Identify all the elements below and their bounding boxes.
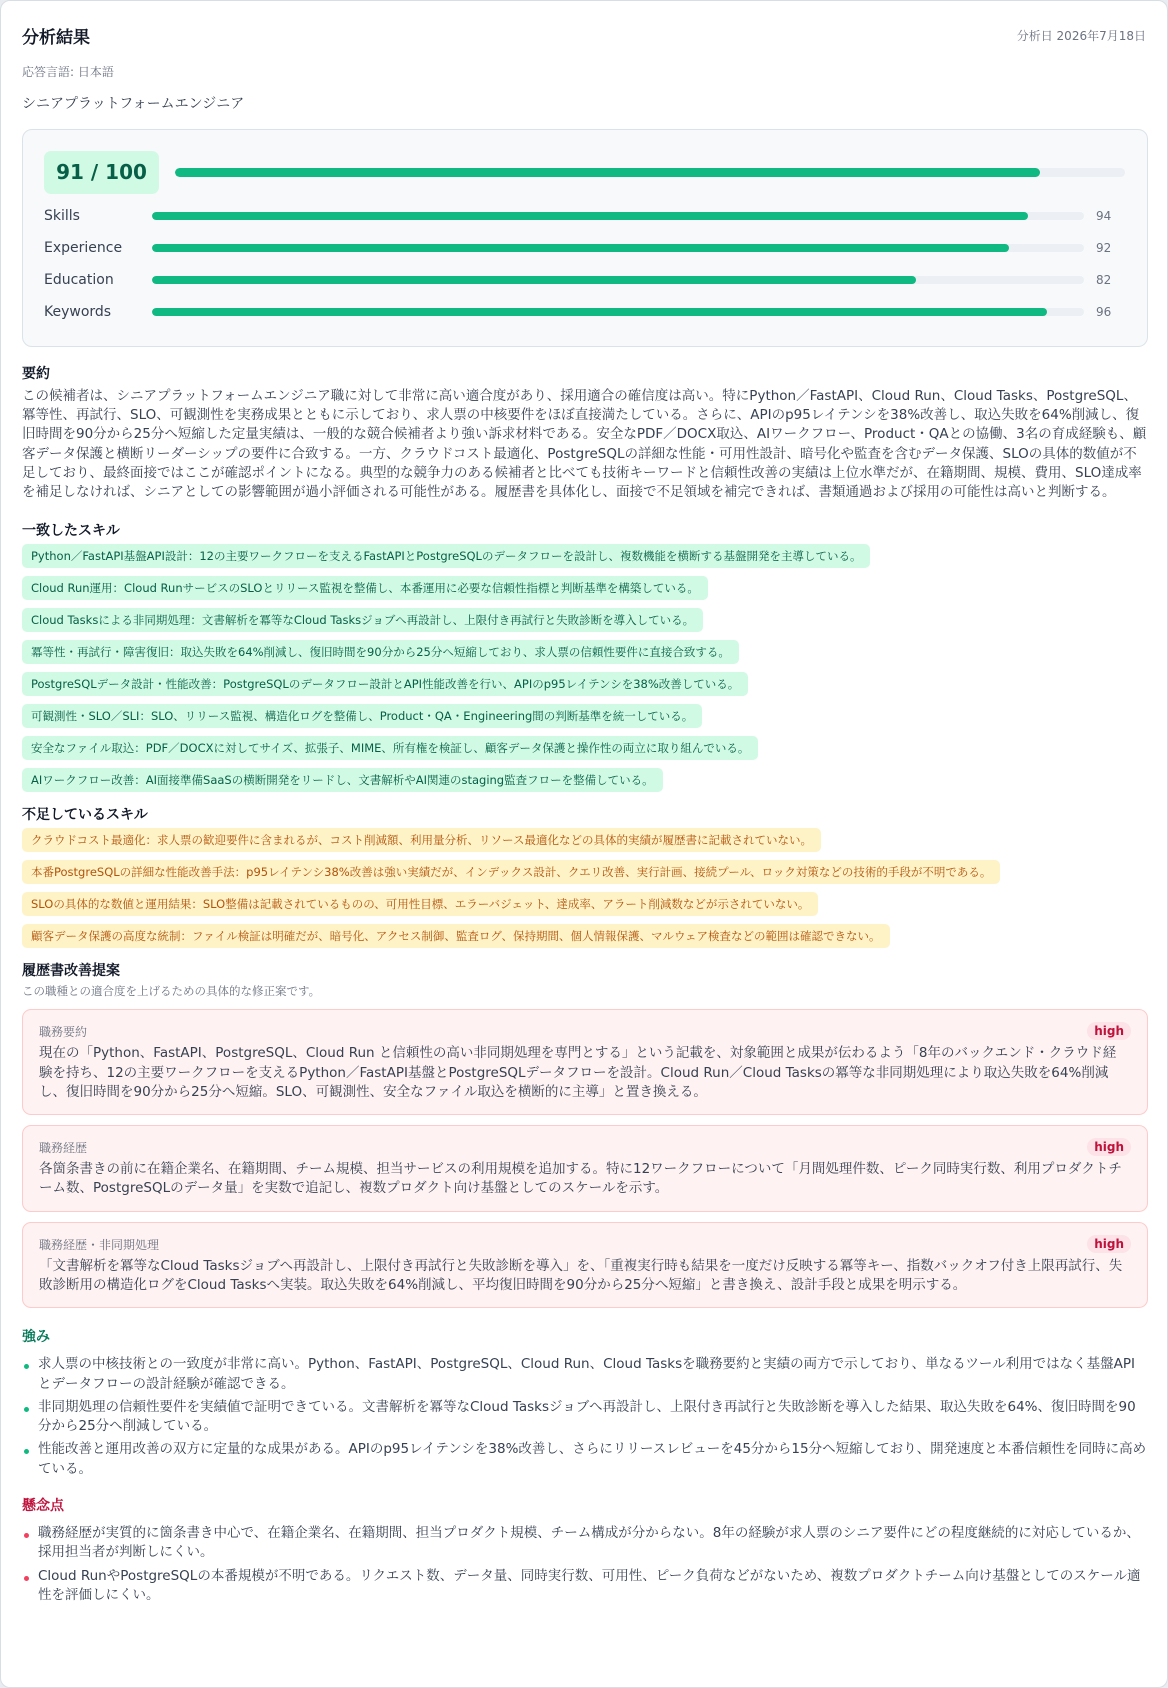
matched-skill-chip-row	[22, 672, 1146, 704]
matched-skill-chip-row	[22, 768, 1146, 800]
concern-item	[22, 1524, 1148, 1563]
strength-item-text: 求人票の中核技術との一致度が非常に高い。Python、FastAPI、PostgreSQL、Cloud Run、Cloud Tasksを職務要約と実績の両方で示しており、単なるツール利用ではなく基盤APIとデータフローの設計経験が確認できる。	[38, 1356, 1135, 1392]
missing-skill-chip: 顧客データ保護の高度な統制：ファイル検証は明確だが、暗号化、アクセス制御、監査ログ、保持期間、個人情報保護、マルウェア検査などの範囲は確認できない。	[22, 924, 890, 948]
concern-item-text: Cloud RunやPostgreSQLの本番規模が不明である。リクエスト数、データ量、同時実行数、可用性、ピーク負荷などがないため、複数プロダクトチーム向け基盤としてのスケール適性を評価しにくい。	[38, 1567, 1141, 1603]
suggestion-card	[22, 1125, 1148, 1212]
score-value: 94	[1096, 209, 1112, 223]
missing-skills-title: 不足しているスキル	[22, 807, 148, 824]
score-row-education	[44, 264, 1127, 296]
score-bar	[152, 212, 1084, 220]
concern-item-text: 職務経歴が実質的に箇条書き中心で、在籍企業名、在籍期間、担当プロダクト規模、チーム構成が分からない。8年の経験が求人票のシニア要件にどの程度継続的に対応しているか、採用担当者が判断しにくい。	[38, 1525, 1140, 1561]
score-bar	[152, 244, 1084, 252]
overall-score-fill	[175, 168, 1040, 177]
suggestion-text: 各箇条書きの前に在籍企業名、在籍期間、チーム規模、担当サービスの利用規模を追加する。特に12ワークフローについて「月間処理件数、ピーク同時実行数、利用プロダクトチーム数、PostgreSQLのデータ量」を実数で追記し、複数プロダクト向け基盤としてのスケールを示す。	[39, 1161, 1122, 1197]
matched-skill-chip: AIワークフロー改善：AI面接準備SaaSの横断開発をリードし、文書解析やAI関連のstaging監査フローを整備している。	[22, 768, 663, 792]
matched-skill-chip-row	[22, 704, 1146, 736]
matched-skill-chip-row	[22, 736, 1146, 768]
strength-item	[22, 1355, 1148, 1394]
score-row-skills	[44, 200, 1127, 232]
priority-badge: high	[1087, 1138, 1131, 1156]
bullet-icon	[24, 1533, 29, 1538]
concerns-title: 懸念点	[22, 1498, 64, 1515]
missing-skill-chip-row	[22, 892, 1146, 924]
bullet-icon	[24, 1364, 29, 1369]
score-label: Keywords	[44, 304, 112, 320]
score-row-experience	[44, 232, 1127, 264]
missing-skills-list	[22, 828, 1146, 956]
matched-skill-chip: Python／FastAPI基盤API設計：12の主要ワークフローを支えるFastAPIとPostgreSQLのデータフローを設計し、複数機能を横断する基盤開発を主導している。	[22, 544, 870, 568]
overall-score-row	[44, 150, 1127, 194]
suggestion-area: 職務経歴・非同期処理	[39, 1237, 160, 1252]
missing-skill-chip: 本番PostgreSQLの詳細な性能改善手法：p95レイテンシ38%改善は強い実績だが、インデックス設計、クエリ改善、実行計画、接続プール、ロック対策などの技術的手段が不明である。	[22, 860, 1000, 884]
strength-item-text: 非同期処理の信頼性要件を実績値で証明できている。文書解析を冪等なCloud Tasksジョブへ再設計し、上限付き再試行と失敗診断を導入した結果、取込失敗を64%、復旧時間を90分から25分へ削減している。	[38, 1398, 1136, 1435]
score-panel	[22, 129, 1148, 347]
matched-skill-chip: 冪等性・再試行・障害復旧：取込失敗を64%削減し、復旧時間を90分から25分へ短縮しており、求人票の信頼性要件に直接合致する。	[22, 640, 739, 664]
suggestion-text: 「文書解析を冪等なCloud Tasksジョブへ再設計し、上限付き再試行と失敗診断を導入」を、「重複実行時も結果を一度だけ反映する冪等キー、指数バックオフ付き上限再試行、失敗診断用の構造化ログをCloud Tasksへ実装。取込失敗を64%削減し、平均復旧時間を90分から25分へ短縮」と書き換え、設計手段と成果を明示する。	[39, 1257, 1123, 1293]
strength-item	[22, 1398, 1148, 1437]
score-value: 96	[1096, 305, 1112, 319]
score-value: 82	[1096, 273, 1112, 287]
strength-item	[22, 1440, 1148, 1479]
bullet-icon	[24, 1576, 29, 1581]
summary-title: 要約	[22, 366, 50, 382]
score-row-keywords	[44, 296, 1127, 328]
missing-skill-chip-row	[22, 924, 1146, 956]
score-bar	[152, 276, 1084, 284]
matched-skill-chip: Cloud Run運用：Cloud RunサービスのSLOとリリース監視を整備し、本番運用に必要な信頼性指標と判断基準を構築している。	[22, 576, 708, 600]
score-label: Education	[44, 272, 114, 288]
score-bar-fill	[152, 244, 1009, 252]
score-label: Experience	[44, 240, 123, 256]
strengths-list	[22, 1355, 1146, 1479]
concerns-list	[22, 1524, 1146, 1605]
concern-item	[22, 1567, 1148, 1606]
score-bar-fill	[152, 308, 1047, 316]
summary-text: この候補者は、シニアプラットフォームエンジニア職に対して非常に高い適合度があり、採用適合の確信度は高い。特にPython／FastAPI、Cloud Run、Cloud Tasks、PostgreSQL、冪等性、再試行、SLO、可観測性を実務成果とともに示しており、求人票の中核要件をほぼ直接満たしている。さらに、APIのp95レイテンシを38%改善し、取込失敗を64%削減し、復旧時間を90分から25分へ短縮した定量実績は、一般的な競合候補者より強い訴求材料である。安全なPDF／DOCX取込、AIワークフロー、Product・QAとの協働、3名の育成経験も、顧客データ保護と横断リーダーシップの要件に合致する。一方、クラウドコスト最適化、PostgreSQLの詳細な性能・可用性設計、暗号化や監査を含むデータ保護、SLOの具体的数値が不足しており、最終面接ではここが確認ポイントになる。典型的な競争力のある候補者と比べても技術キーワードと信頼性改善の実績は上位水準だが、在籍期間、規模、費用、SLO達成率を補足しなければ、シニアとしての影響範囲が過小評価される可能性がある。履歴書を具体化し、面接で不足領域を補完できれば、書類通過および採用の可能性は高いと判断する。	[22, 388, 1147, 501]
bullet-icon	[24, 1449, 29, 1454]
matched-skill-chip-row	[22, 576, 1146, 608]
matched-skill-chip-row	[22, 544, 1146, 576]
matched-skill-chip: Cloud Tasksによる非同期処理：文書解析を冪等なCloud Tasksジョブへ再設計し、上限付き再試行と失敗診断を導入している。	[22, 608, 703, 632]
suggestions-list	[22, 1009, 1146, 1308]
role-title: シニアプラットフォームエンジニア	[22, 96, 245, 112]
score-bar-fill	[152, 276, 916, 284]
matched-skill-chip-row	[22, 640, 1146, 672]
suggestion-text: 現在の「Python、FastAPI、PostgreSQL、Cloud Run と信頼性の高い非同期処理を専門とする」という記載を、対象範囲と成果が伝わるよう「8年のバックエンド・クラウド経験を持ち、12の主要ワークフローを支えるPython／FastAPI基盤とPostgreSQLデータフローを設計。Cloud Run／Cloud Tasksの冪等な非同期処理により取込失敗を64%削減し、復旧時間を90分から25分へ短縮。SLO、可観測性、安全なファイル取込を横断的に主導」と置き換える。	[39, 1045, 1117, 1100]
missing-skill-chip-row	[22, 828, 1146, 860]
suggestions-title: 履歴書改善提案	[22, 963, 120, 980]
missing-skill-chip-row	[22, 860, 1146, 892]
suggestions-subtitle: この職種との適合度を上げるための具体的な修正案です。	[22, 984, 321, 999]
matched-skill-chip: 安全なファイル取込：PDF／DOCXに対してサイズ、拡張子、MIME、所有権を検証し、顧客データ保護と操作性の両立に取り組んでいる。	[22, 736, 758, 760]
analysis-date: 分析日 2026年7月18日	[1016, 29, 1146, 43]
page-title: 分析結果	[22, 28, 90, 48]
header	[22, 23, 1146, 51]
priority-badge: high	[1087, 1022, 1131, 1040]
matched-skill-chip: PostgreSQLデータ設計・性能改善：PostgreSQLのデータフロー設計とAPI性能改善を行い、APIのp95レイテンシを38%改善している。	[22, 672, 748, 696]
suggestion-area: 職務経歴	[39, 1141, 88, 1156]
score-value: 92	[1096, 241, 1112, 255]
priority-badge: high	[1087, 1235, 1131, 1253]
missing-skill-chip: クラウドコスト最適化：求人票の歓迎要件に含まれるが、コスト削減額、利用量分析、リソース最適化などの具体的実績が履歴書に記載されていない。	[22, 828, 821, 852]
matched-skills-list	[22, 544, 1146, 800]
bullet-icon	[24, 1407, 29, 1412]
matched-skill-chip-row	[22, 608, 1146, 640]
score-label: Skills	[44, 208, 80, 224]
suggestion-card	[22, 1222, 1148, 1309]
score-bar	[152, 308, 1084, 316]
strength-item-text: 性能改善と運用改善の双方に定量的な成果がある。APIのp95レイテンシを38%改善し、さらにリリースレビューを45分から15分へ短縮しており、開発速度と本番信頼性を同時に高めている。	[38, 1441, 1147, 1477]
response-language: 応答言語: 日本語	[22, 65, 114, 79]
score-breakdown	[44, 200, 1127, 328]
suggestion-area: 職務要約	[39, 1025, 88, 1040]
overall-score-badge: 91 / 100	[44, 151, 159, 194]
suggestion-card	[22, 1009, 1148, 1115]
missing-skill-chip: SLOの具体的な数値と運用結果：SLO整備は記載されているものの、可用性目標、エラーバジェット、達成率、アラート削減数などが示されていない。	[22, 892, 818, 916]
matched-skills-title: 一致したスキル	[22, 523, 120, 540]
score-bar-fill	[152, 212, 1028, 220]
overall-score-bar	[175, 168, 1125, 177]
matched-skill-chip: 可観測性・SLO／SLI：SLO、リリース監視、構造化ログを整備し、Product・QA・Engineering間の判断基準を統一している。	[22, 704, 702, 728]
strengths-title: 強み	[22, 1329, 50, 1346]
